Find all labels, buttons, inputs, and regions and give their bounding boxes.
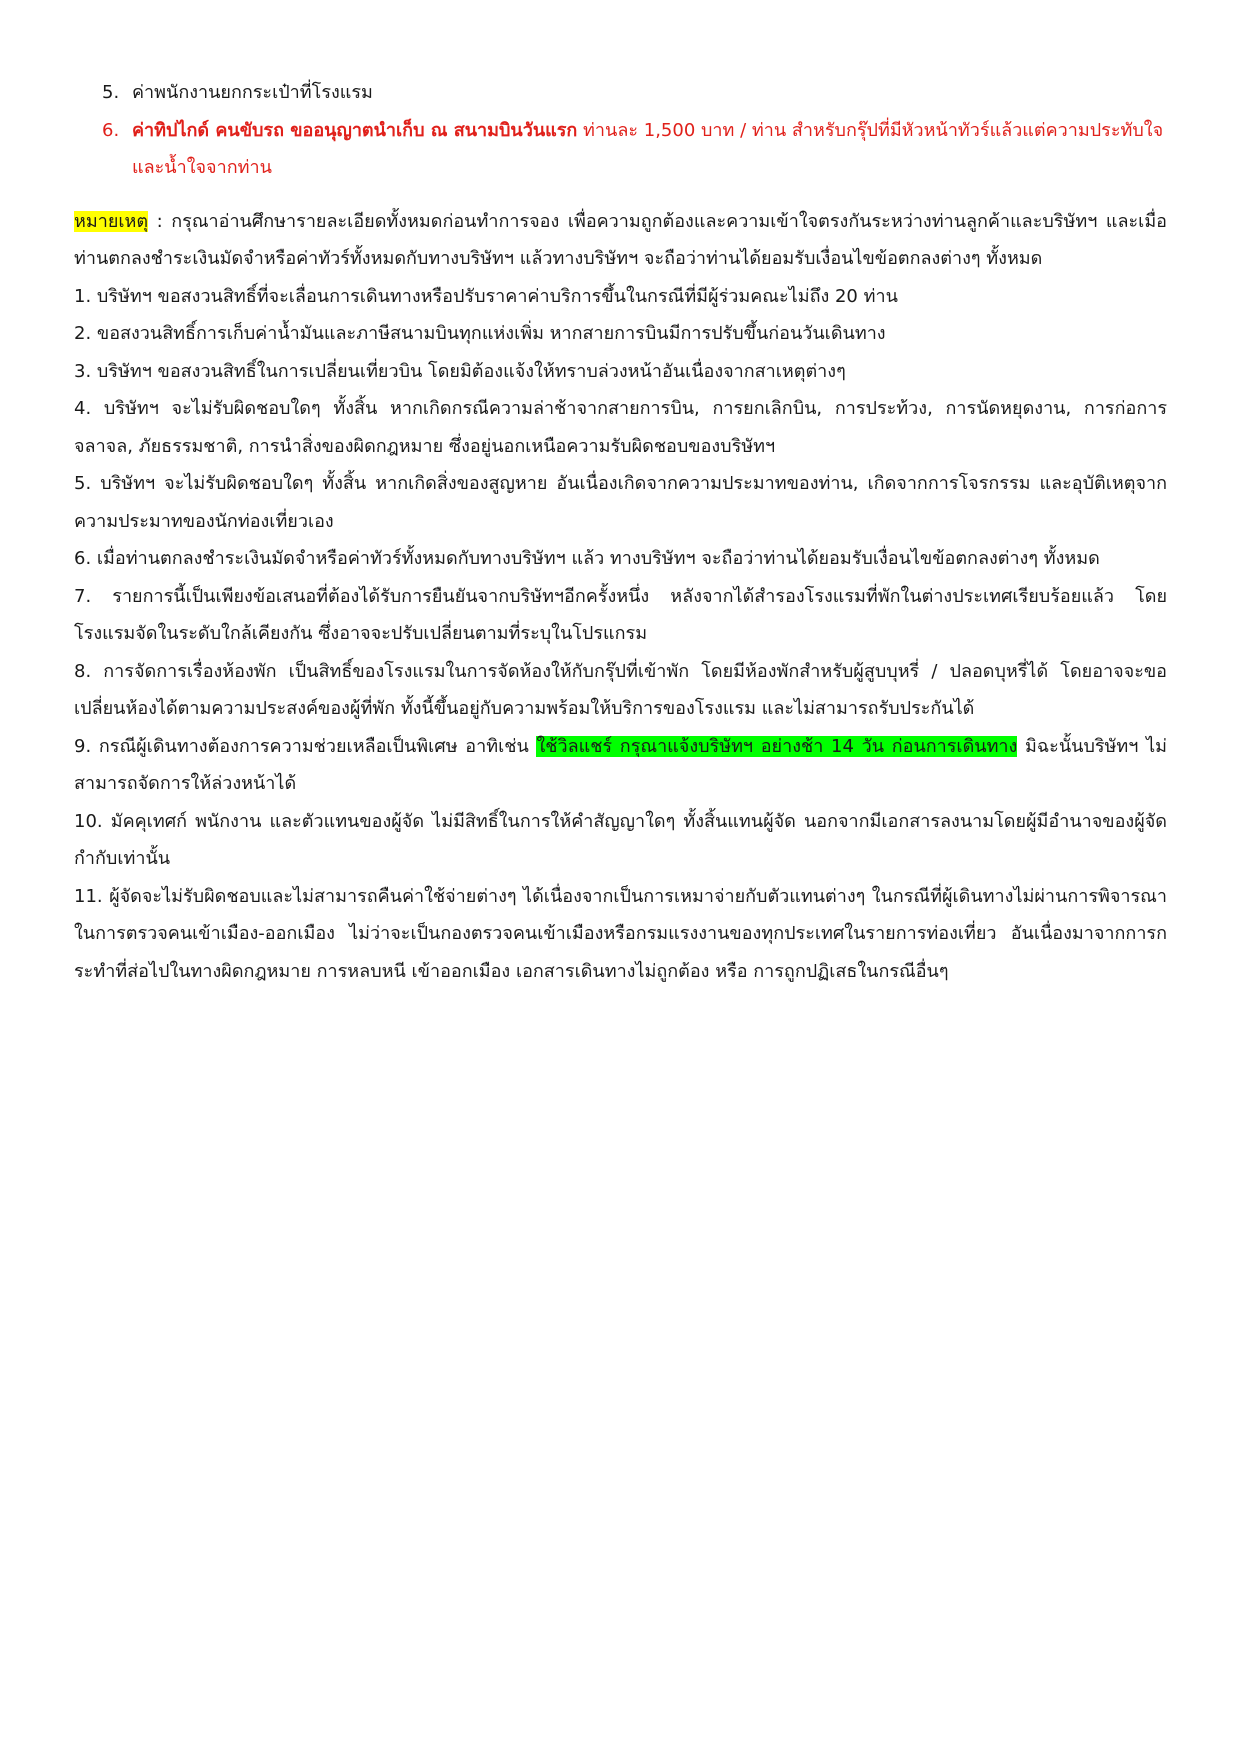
list-item [74,74,1167,112]
term-10: 10. มัคคุเทศก์ พนักงาน และตัวแทนของผู้จัด ไม่มีสิทธิ์ในการให้คำสัญญาใดๆ ทั้งสิ้นแทนผู้จัด นอกจากมีเอกสารลงนามโดยผู้มีอำนาจของผู้จัดกำกับเท่านั้น [74,810,1167,869]
note-text: : กรุณาอ่านศึกษารายละเอียดทั้งหมดก่อนทำการจอง เพื่อความถูกต้องและความเข้าใจตรงกันระหว่างท่านลูกค้าและบริษัทฯ และเมื่อท่านตกลงชำระเงินมัดจำหรือค่าทัวร์ทั้งหมดกับทางบริษัทฯ แล้วทางบริษัทฯ จะถือว่าท่านได้ยอมรับเงื่อนไขข้อตกลงต่างๆ ทั้งหมด [74,210,1167,269]
note-label: หมายเหตุ [74,210,149,232]
list-number: 5. [102,82,120,103]
term-3: 3. บริษัทฯ ขอสงวนสิทธิ์ในการเปลี่ยนเที่ยวบิน โดยมิต้องแจ้งให้ทราบล่วงหน้าอันเนื่องจากสาเหตุต่างๆ [74,360,846,382]
term-4: 4. บริษัทฯ จะไม่รับผิดชอบใดๆ ทั้งสิ้น หากเกิดกรณีความล่าช้าจากสายการบิน, การยกเลิกบิน, การประท้วง, การนัดหยุดงาน, การก่อการจลาจล, ภัยธรรมชาติ, การนำสิ่งของผิดกฎหมาย ซึ่งอยู่นอกเหนือความรับผิดชอบของบริษัทฯ [74,398,1167,457]
term-5: 5. บริษัทฯ จะไม่รับผิดชอบใดๆ ทั้งสิ้น หากเกิดสิ่งของสูญหาย อันเนื่องเกิดจากความประมาทของท่าน, เกิดจากการโจรกรรม และอุบัติเหตุจากความประมาทของนักท่องเที่ยวเอง [74,473,1167,532]
term-2: 2. ขอสงวนสิทธิ์การเก็บค่าน้ำมันและภาษีสนามบินทุกแห่งเพิ่ม หากสายการบินมีการปรับขึ้นก่อนวันเดินทาง [74,323,886,344]
term-7: 7. รายการนี้เป็นเพียงข้อเสนอที่ต้องได้รับการยืนยันจากบริษัทฯอีกครั้งหนึ่ง หลังจากได้สำรองโรงแรมที่พักในต่างประเทศเรียบร้อยแล้ว โดยโรงแรมจัดในระดับใกล้เคียงกัน ซึ่งอาจจะปรับเปลี่ยนตามที่ระบุในโปรแกรม [74,585,1167,644]
tip-detail: ท่านละ 1,500 บาท / ท่าน สำหรับกรุ๊ปที่มีหัวหน้าทัวร์แล้วแต่ความประทับใจและน้ำใจจากท่าน [132,119,1164,178]
term-8: 8. การจัดการเรื่องห้องพัก เป็นสิทธิ์ของโรงแรมในการจัดห้องให้กับกรุ๊ปที่เข้าพัก โดยมีห้องพักสำหรับผู้สูบบุหรี่ / ปลอดบุหรี่ได้ โดยอาจจะขอเปลี่ยนห้องได้ตามความประสงค์ของผู้ที่พัก ทั้งนี้ขึ้นอยู่กับความพร้อมให้บริการของโรงแรม และไม่สามารถรับประกันได้ [74,660,1167,719]
wheelchair-highlight: ใช้วิลแชร์ กรุณาแจ้งบริษัทฯ อย่างช้า 14 วัน ก่อนการเดินทาง [536,735,1018,757]
tip-heading: ค่าทิปไกด์ คนขับรถ ขออนุญาตนำเก็บ ณ สนามบินวันแรก [132,119,578,141]
list-item-tip [74,112,1167,187]
list-number: 6. [102,119,120,141]
term-9-before: 9. กรณีผู้เดินทางต้องการความช่วยเหลือเป็นพิเศษ อาทิเช่น [74,735,537,757]
list-text [132,112,1167,187]
term-11: 11. ผู้จัดจะไม่รับผิดชอบและไม่สามารถคืนค่าใช้จ่ายต่างๆ ได้เนื่องจากเป็นการเหมาจ่ายกับตัวแทนต่างๆ ในกรณีที่ผู้เดินทางไม่ผ่านการพิจารณาในการตรวจคนเข้าเมือง-ออกเมือง ไม่ว่าจะเป็นกองตรวจคนเข้าเมืองหรือกรมแรงงานของทุกประเทศในรายการท่องเที่ยว อันเนื่องมาจากการกระทำที่ส่อไปในทางผิดกฎหมาย การหลบหนี เข้าออกเมือง เอกสารเดินทางไม่ถูกต้อง หรือ การถูกปฏิเสธในกรณีอื่นๆ [74,885,1167,982]
list-text: ค่าพนักงานยกกระเป๋าที่โรงแรม [132,82,373,103]
term-1: 1. บริษัทฯ ขอสงวนสิทธิ์ที่จะเลื่อนการเดินทางหรือปรับราคาค่าบริการขึ้นในกรณีที่มีผู้ร่วมคณะไม่ถึง 20 ท่าน [74,285,898,307]
term-6: 6. เมื่อท่านตกลงชำระเงินมัดจำหรือค่าทัวร์ทั้งหมดกับทางบริษัทฯ แล้ว ทางบริษัทฯ จะถือว่าท่านได้ยอมรับเงื่อนไขข้อตกลงต่างๆ ทั้งหมด [74,548,1100,569]
included-costs-list [74,74,1167,187]
note-paragraph [74,203,1167,278]
term-9 [74,728,1167,803]
term-9-after: มิฉะนั้นบริษัทฯ ไม่สามารถจัดการให้ล่วงหน้าได้ [74,735,1167,794]
